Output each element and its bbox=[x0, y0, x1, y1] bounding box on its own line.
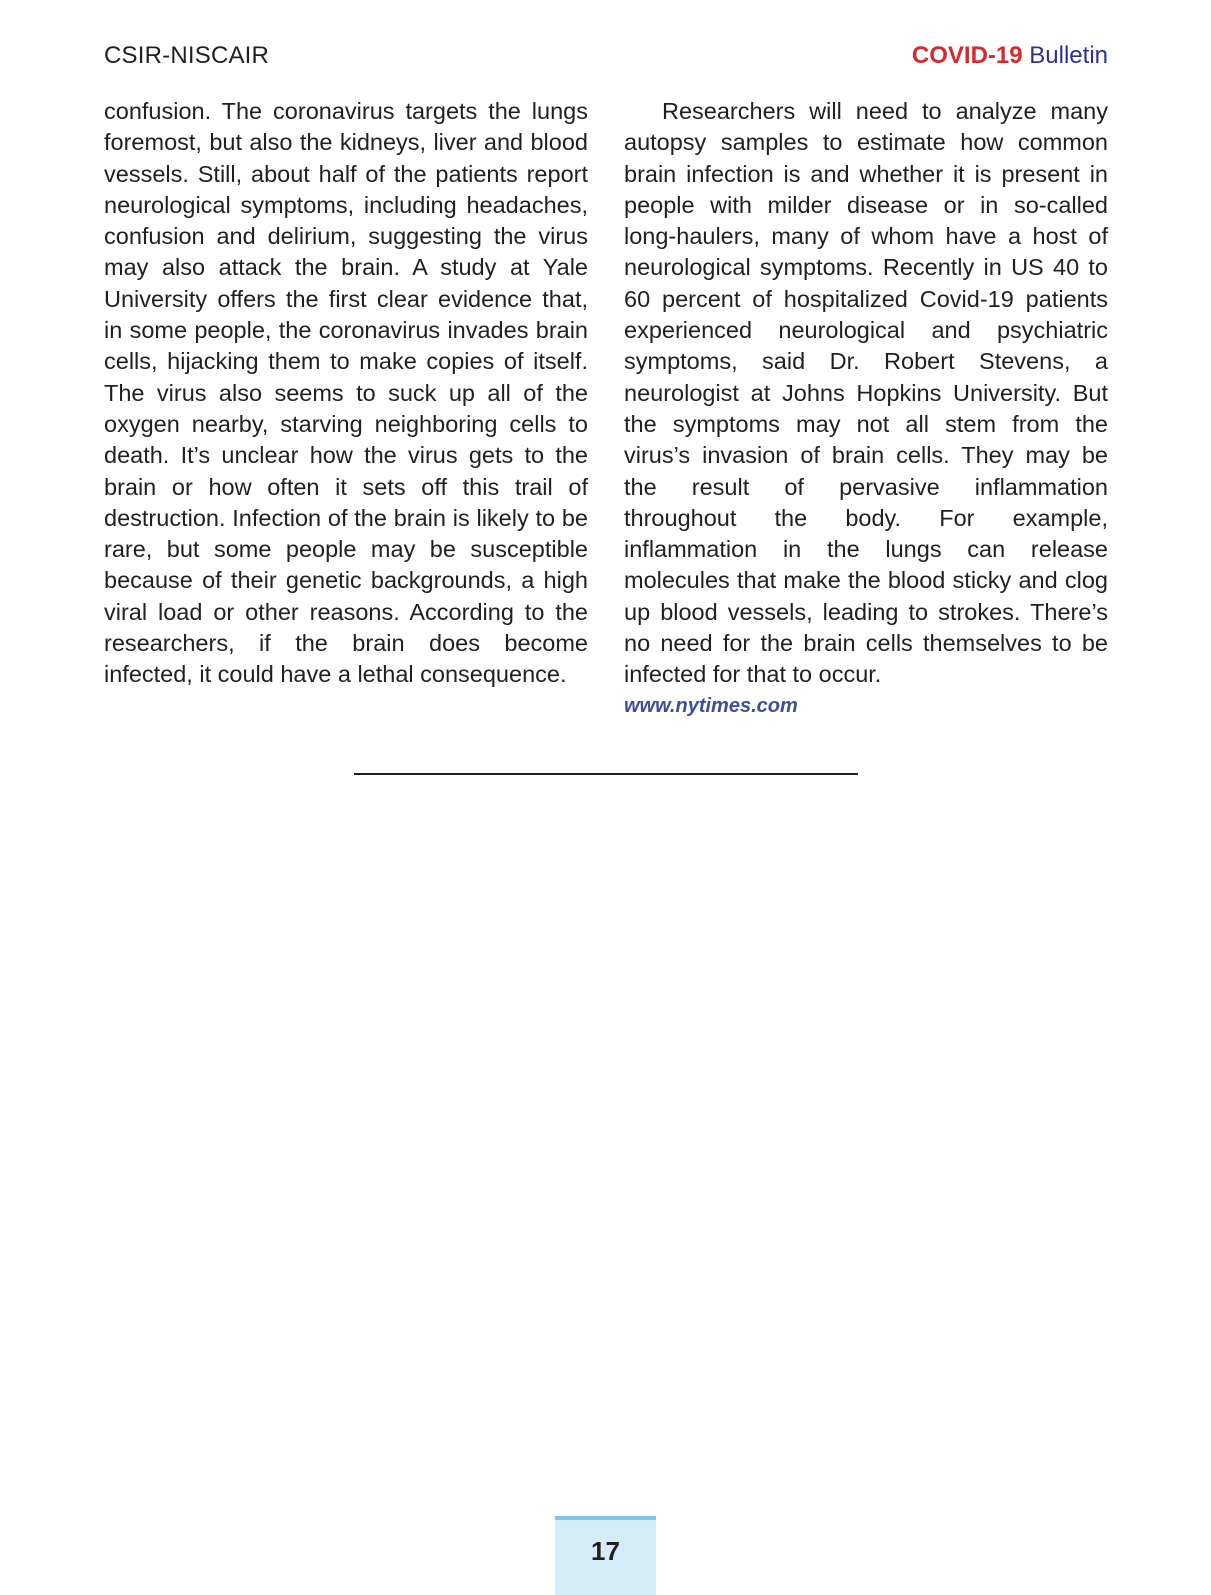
page-number-box bbox=[555, 1516, 656, 1595]
article-left-column bbox=[104, 96, 588, 691]
left-column-paragraph: confusion. The coronavirus targets the lungs foremost, but also the kidneys, liver and blood vessels. Still, about half of the patients report neurological symptoms, including headaches, confusion and delirium, suggesting the virus may also attack the brain. A study at Yale University offers the first clear evidence that, in some people, the coronavirus invades brain cells, hijacking them to make copies of itself. The virus also seems to suck up all of the oxygen nearby, starving neighboring cells to death. It’s unclear how the virus gets to the brain or how often it sets off this trail of destruction. Infection of the brain is likely to be rare, but some people may be susceptible because of their genetic backgrounds, a high viral load or other reasons. According to the researchers, if the brain does become infected, it could have a lethal consequence. bbox=[104, 98, 588, 688]
covid-label: COVID-19 bbox=[911, 42, 1023, 69]
page-number: 17 bbox=[591, 1536, 620, 1566]
header-organization: CSIR-NISCAIR bbox=[104, 42, 270, 69]
right-column-paragraph: Researchers will need to analyze many autopsy samples to estimate how common brain infection is and whether it is present in people with milder disease or in so-called long-haulers, many of whom have a host of neurological symptoms. Recently in US 40 to 60 percent of hospitalized Covid-19 patients experienced neurological and psychiatric symptoms, said Dr. Robert Stevens, a neurologist at Johns Hopkins University. But the symptoms may not all stem from the virus’s invasion of brain cells. They may be the result of pervasive inflammation throughout the body. For example, inflammation in the lungs can release molecules that make the blood sticky and clog up blood vessels, leading to strokes. There’s no need for the brain cells themselves to be infected for that to occur. bbox=[624, 98, 1108, 688]
article-right-column bbox=[624, 96, 1108, 722]
header-bulletin-title bbox=[912, 42, 1108, 70]
section-divider bbox=[354, 773, 858, 775]
source-link[interactable]: www.nytimes.com bbox=[624, 694, 798, 717]
bulletin-label: Bulletin bbox=[1029, 42, 1108, 69]
